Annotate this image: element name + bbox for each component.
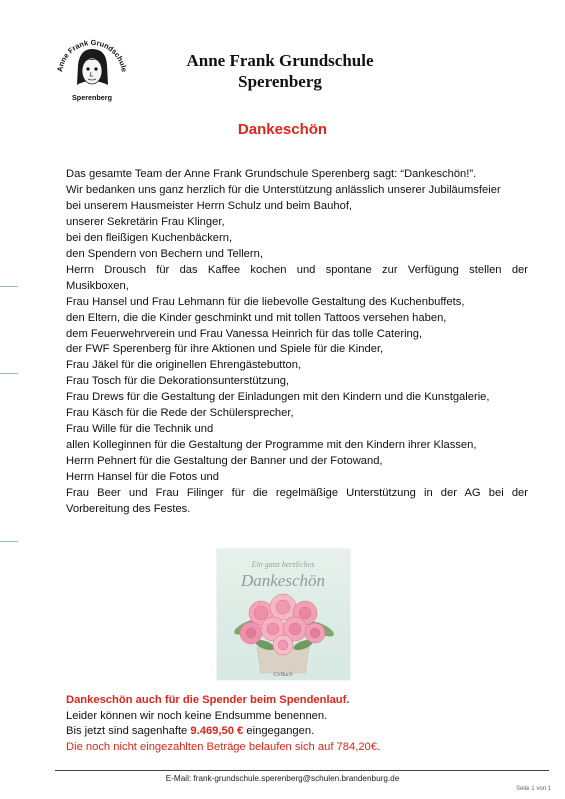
margin-mark — [0, 541, 18, 542]
logo-bottom-text: Sperenberg — [72, 93, 112, 102]
text-line: Frau Käsch für die Rede der Schülersprecher, — [66, 407, 294, 420]
thanks-text — [66, 167, 528, 518]
margin-mark — [0, 286, 18, 287]
donation-line-3: Die noch nicht eingezahlten Beträge belaufen sich auf 784,20€. — [66, 740, 381, 753]
card-big-text: Dankeschön — [240, 571, 326, 590]
text-line: Frau Jäkel für die originellen Ehrengästebutton, — [66, 359, 302, 372]
text-line: Frau Tosch für die Dekorationsunterstützung, — [66, 375, 290, 388]
text-line: Frau Hansel und Frau Lehmann für die liebevolle Gestaltung des Kuchenbuffets, — [66, 295, 465, 308]
text-line: den Eltern, die die Kinder geschminkt und mit tollen Tattoos versehen haben, — [66, 311, 447, 324]
donation-heading: Dankeschön auch für die Spender beim Spendenlauf. — [66, 694, 350, 706]
donation-line-2 — [66, 724, 536, 740]
dankeschoen-card-image — [217, 549, 350, 680]
school-title-line2: Sperenberg — [238, 72, 322, 91]
school-logo — [50, 27, 134, 111]
logo-arc-text: Anne Frank Grundschule — [55, 37, 129, 73]
text-line: Herrn Hansel für die Fotos und — [66, 471, 219, 484]
flower-bouquet — [240, 594, 325, 655]
page-number: Seite 1 von 1 — [515, 786, 551, 792]
text-line: unserer Sekretärin Frau Klinger, — [66, 215, 225, 228]
text-line: Herrn Drousch für das Kaffee kochen und spontane zur Verfügung stellen der — [66, 263, 528, 276]
text-line: der FWF Sperenberg für ihre Aktionen und Spiele für die Kinder, — [66, 343, 384, 356]
text-line: den Spendern von Bechern und Tellern, — [66, 247, 263, 260]
text-line: bei den fleißigen Kuchenbäckern, — [66, 231, 233, 244]
page-heading: Dankeschön — [237, 121, 328, 138]
school-title-line1: Anne Frank Grundschule — [186, 51, 374, 70]
donation-amount: 9.469,50 € — [190, 725, 244, 737]
footer-divider — [55, 770, 549, 771]
text-line: Herrn Pehnert für die Gestaltung der Banner und der Fotowand, — [66, 455, 383, 468]
text-line: dem Feuerwehrverein und Frau Vanessa Heinrich für das tolle Catering, — [66, 327, 423, 340]
text-line: Vorbereitung des Festes. — [66, 503, 191, 516]
card-brand-text: CoBuch — [273, 672, 293, 678]
text-line: Das gesamte Team der Anne Frank Grundschule Sperenberg sagt: “Dankeschön!”. — [66, 168, 477, 180]
school-title — [160, 50, 400, 92]
text-line: Musikboxen, — [66, 279, 129, 292]
text-line: Wir bedanken uns ganz herzlich für die Unterstützung anlässlich unserer Jubiläumsfeier — [66, 183, 501, 196]
donation-line-2-suffix: eingegangen. — [243, 725, 315, 737]
footer-email: E-Mail: frank-grundschule.sperenberg@schulen.brandenburg.de — [165, 774, 400, 783]
card-small-text: Ein ganz herzliches — [251, 560, 315, 569]
text-line: Frau Drews für die Gestaltung der Einladungen mit den Kindern und die Kunstgalerie, — [66, 391, 490, 404]
donation-section — [66, 693, 536, 755]
margin-mark — [0, 373, 18, 374]
donation-line-1: Leider können wir noch keine Endsumme benennen. — [66, 709, 328, 722]
text-line: allen Kolleginnen für die Gestaltung der Programme mit den Kindern ihrer Klassen, — [66, 439, 477, 452]
text-line: Frau Wille für die Technik und — [66, 423, 214, 436]
donation-line-2-prefix: Bis jetzt sind sagenhafte — [66, 725, 191, 737]
text-line: bei unserem Hausmeister Herrn Schulz und beim Bauhof, — [66, 199, 353, 212]
text-line: Frau Beer und Frau Filinger für die regelmäßige Unterstützung in der AG bei der — [66, 487, 528, 500]
